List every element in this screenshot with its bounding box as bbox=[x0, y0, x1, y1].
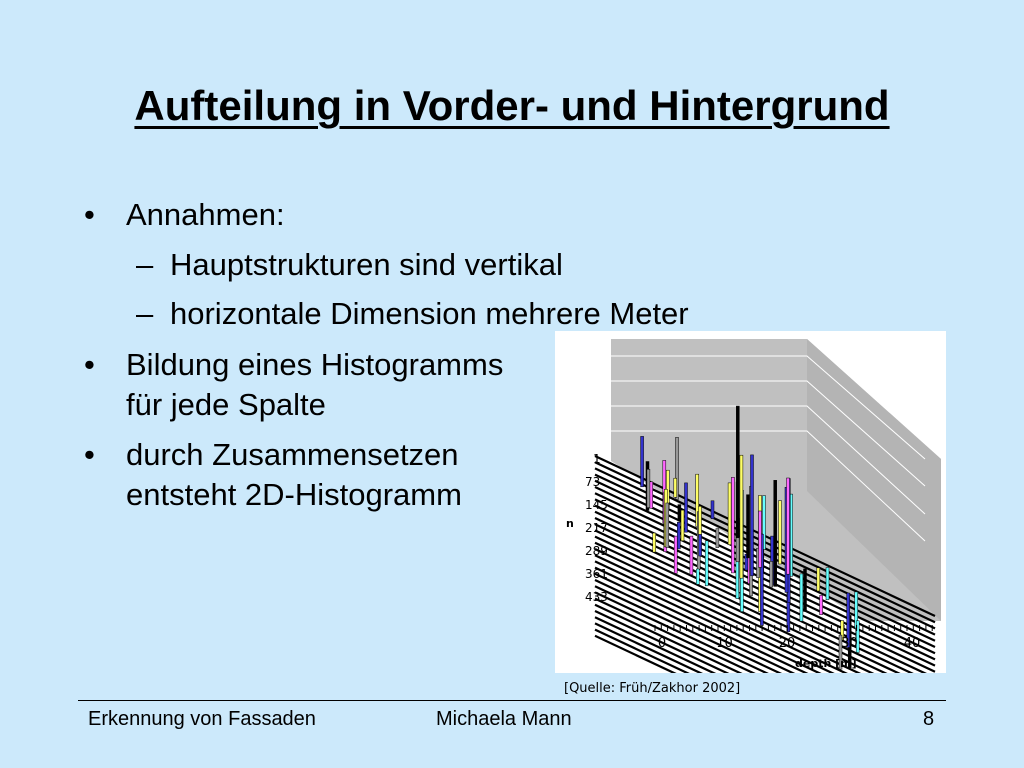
histogram-bar bbox=[674, 478, 677, 497]
histogram-bar bbox=[685, 483, 688, 532]
slide-title: Aufteilung in Vorder- und Hintergrund bbox=[134, 82, 890, 129]
histogram-bar bbox=[678, 505, 681, 521]
histogram-bar bbox=[666, 503, 669, 547]
histogram-bar bbox=[674, 536, 677, 573]
y-tick-label: 73 bbox=[585, 475, 601, 489]
histogram-bar bbox=[653, 533, 656, 552]
x-tick-label: 10 bbox=[716, 636, 733, 651]
x-tick-label: 0 bbox=[657, 636, 667, 651]
histogram-bar bbox=[804, 569, 807, 612]
histogram-bar bbox=[716, 529, 719, 548]
histogram-bar bbox=[728, 483, 731, 545]
bullet-marker: • bbox=[84, 347, 95, 382]
histogram-bar bbox=[747, 495, 750, 558]
bullet-marker: • bbox=[84, 197, 95, 232]
x-tick-label: 20 bbox=[778, 636, 796, 651]
histogram-bar bbox=[820, 595, 823, 614]
bullet-text: Bildung eines Histogramms bbox=[126, 347, 504, 382]
footer-author: Michaela Mann bbox=[436, 708, 572, 730]
histogram-bar bbox=[826, 568, 829, 600]
histogram-bar bbox=[699, 506, 702, 537]
page-number: 8 bbox=[923, 708, 935, 730]
histogram-bar bbox=[699, 534, 702, 556]
y-tick-label: 217 bbox=[585, 521, 608, 535]
histogram-bar bbox=[650, 482, 653, 509]
histogram-figure bbox=[555, 331, 946, 673]
histogram-bar bbox=[696, 569, 699, 584]
histogram-bar bbox=[779, 501, 782, 564]
bullet-text: entsteht 2D-Histogramm bbox=[126, 477, 462, 512]
histogram-bar bbox=[817, 568, 820, 591]
histogram-bar bbox=[690, 536, 693, 575]
y-tick-label: 433 bbox=[585, 590, 608, 604]
x-tick-label: 40 bbox=[903, 636, 921, 651]
sub-bullet-marker: – bbox=[136, 296, 154, 331]
histogram-bar bbox=[681, 510, 684, 541]
y-tick-label: 145 bbox=[585, 498, 608, 512]
histogram-bar bbox=[770, 561, 773, 587]
histogram-bar bbox=[774, 480, 777, 586]
histogram-bar bbox=[641, 436, 644, 486]
bullet-marker: • bbox=[84, 437, 95, 472]
sub-bullet-text: Hauptstrukturen sind vertikal bbox=[170, 247, 563, 282]
sub-bullet-marker: – bbox=[136, 247, 154, 282]
bullet-text: Annahmen: bbox=[126, 197, 285, 232]
footer-title: Erkennung von Fassaden bbox=[88, 708, 316, 730]
histogram-bar bbox=[740, 455, 743, 578]
histogram-bar bbox=[647, 469, 650, 507]
bullet-text: durch Zusammensetzen bbox=[126, 437, 459, 472]
histogram-bar bbox=[759, 511, 762, 567]
floor-line bbox=[595, 617, 935, 673]
histogram-bar bbox=[711, 501, 714, 519]
citation: [Quelle: Früh/Zakhor 2002] bbox=[564, 681, 741, 696]
histogram-bar bbox=[800, 574, 803, 621]
sub-bullet-text: horizontale Dimension mehrere Meter bbox=[170, 296, 689, 331]
histogram-bar bbox=[736, 406, 739, 538]
histogram-bar bbox=[787, 478, 790, 574]
histogram-bar bbox=[731, 477, 734, 573]
y-tick-label: 289 bbox=[585, 544, 608, 558]
bullet-text: für jede Spalte bbox=[126, 387, 326, 422]
y-tick-label: 361 bbox=[585, 567, 608, 581]
x-axis-label: depth [m] bbox=[795, 657, 857, 670]
histogram-bar bbox=[677, 522, 680, 549]
x-tick-label: 30 bbox=[841, 636, 858, 651]
histogram-bar bbox=[751, 455, 754, 576]
histogram-3d-image bbox=[555, 331, 946, 673]
y-tick-label: 1 bbox=[593, 452, 601, 466]
histogram-bar bbox=[705, 541, 708, 586]
footer-divider bbox=[78, 700, 946, 701]
y-axis-label: n bbox=[566, 517, 574, 530]
